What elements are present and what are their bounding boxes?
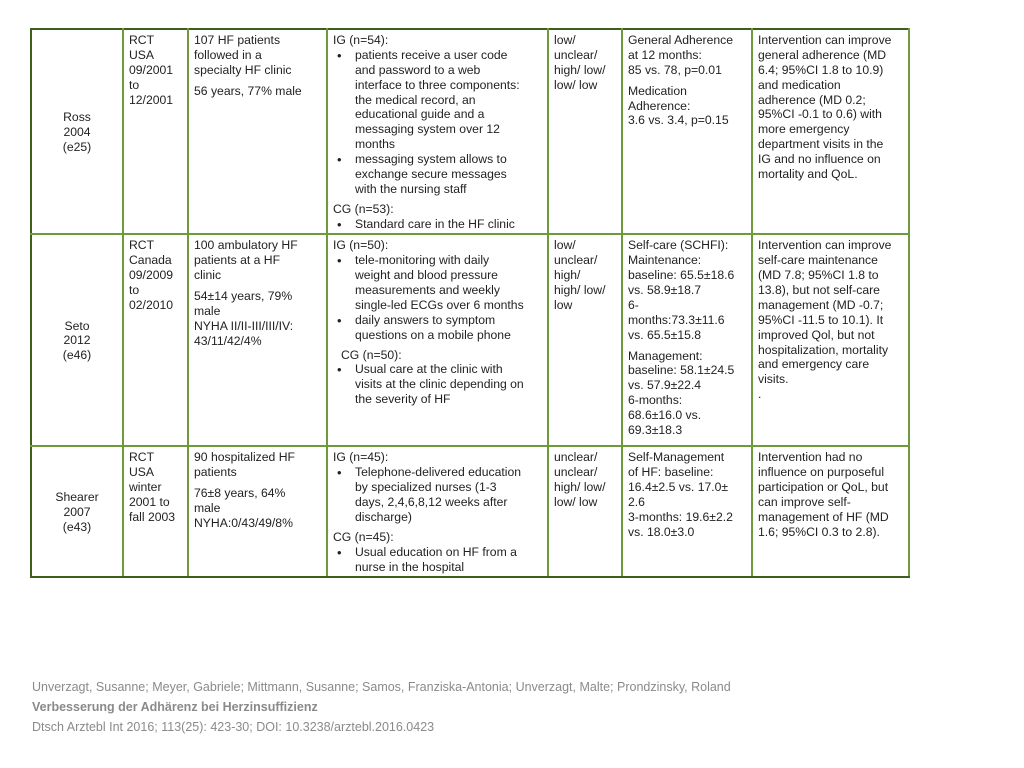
population-line: followed in a: [194, 47, 262, 62]
conclusion-line: 6.4; 95%CI 1.8 to 10.9): [758, 62, 884, 77]
population-line: 54±14 years, 79%: [194, 289, 293, 303]
outcome-line: vs. 65.5±15.8: [628, 327, 702, 342]
cg-item-line: • Usual education on HF from a: [355, 544, 517, 559]
ig-item-line: interface to three components:: [355, 77, 520, 92]
conclusion-cell: [752, 446, 909, 577]
ig-item: [355, 48, 542, 152]
risk-of-bias-cell: [548, 446, 622, 577]
study-line: Seto: [64, 318, 90, 333]
population-line: 76±8 years, 64%: [194, 486, 286, 501]
ig-item-line: • daily answers to symptom: [355, 312, 496, 327]
design-line: fall 2003: [129, 509, 176, 524]
conclusion-line: visits.: [758, 372, 789, 387]
conclusion-line: Intervention had no: [758, 450, 863, 465]
population-line: male: [194, 501, 221, 515]
ig-item: [355, 253, 542, 313]
population-line: 56 years, 77% male: [194, 83, 302, 98]
outcome-line: 69.3±18.3: [628, 422, 683, 437]
design-line: 09/2009: [129, 268, 174, 283]
study-line: (e46): [62, 348, 92, 363]
ig-item-line: exchange secure messages: [355, 166, 507, 181]
conclusion-line: 1.6; 95%CI 0.3 to 2.8).: [758, 524, 880, 539]
risk-line: low: [554, 297, 573, 312]
ig-item-line: with the nursing staff: [355, 181, 467, 196]
population-line: 43/11/42/4%: [194, 333, 262, 348]
outcome-line: vs. 18.0±3.0: [628, 524, 695, 539]
risk-of-bias-cell: [548, 234, 622, 446]
ig-item-list: [333, 48, 542, 197]
outcome-line: Medication: [628, 83, 687, 98]
population-line: 107 HF patients: [194, 33, 281, 47]
design-line: USA: [129, 465, 155, 480]
population-line: 100 ambulatory HF: [194, 238, 298, 253]
design-cell: [123, 234, 188, 446]
risk-line: low/: [554, 238, 576, 253]
design-line: RCT: [129, 33, 155, 47]
risk-line: unclear/: [554, 47, 598, 62]
study-row: [31, 446, 909, 577]
ig-item-line: by specialized nurses (1-3: [355, 480, 497, 495]
conclusion-line: and medication: [758, 77, 841, 92]
conclusion-line: influence on purposeful: [758, 465, 885, 480]
cg-item-line: visits at the clinic depending on: [355, 377, 524, 392]
intervention-cell: [327, 446, 548, 577]
outcome-line: baseline: 58.1±24.5: [628, 363, 735, 378]
outcome-line: 85 vs. 78, p=0.01: [628, 62, 722, 77]
population-line: clinic: [194, 268, 222, 283]
footer-citation: Dtsch Arztebl Int 2016; 113(25): 423-30; DOI: 10.3238/arztebl.2016.0423: [32, 720, 435, 734]
risk-line: unclear/: [554, 450, 598, 465]
ig-item-line: discharge): [355, 509, 412, 524]
study-line: (e43): [62, 519, 92, 534]
population-line: 90 hospitalized HF: [194, 450, 295, 465]
risk-line: high/ low/: [554, 480, 606, 495]
footer-title: Verbesserung der Adhärenz bei Herzinsuffizienz: [32, 700, 318, 714]
study-row: [31, 29, 909, 234]
intervention-cell: [327, 29, 548, 234]
study-cell: [31, 234, 123, 446]
conclusion-line: general adherence (MD: [758, 47, 887, 62]
conclusion-line: participation or QoL, but: [758, 480, 889, 495]
population-cell: [188, 29, 327, 234]
design-line: 2001 to: [129, 495, 170, 509]
conclusion-cell: [752, 234, 909, 446]
conclusion-line: Intervention can improve: [758, 238, 892, 253]
outcome-line: Self-care (SCHFI):: [628, 238, 729, 253]
study-line: 2012: [63, 333, 91, 348]
cg-item-list: [333, 217, 542, 232]
outcome-line: 3.6 vs. 3.4, p=0.15: [628, 113, 729, 128]
cg-item-list: [333, 362, 542, 407]
ig-item-line: • tele-monitoring with daily: [355, 253, 490, 268]
design-line: 02/2010: [129, 297, 174, 312]
design-line: Canada: [129, 253, 172, 268]
ig-item-line: • patients receive a user code: [355, 47, 508, 62]
ig-item-line: days, 2,4,6,8,12 weeks after: [355, 495, 508, 509]
design-line: RCT: [129, 450, 155, 465]
ig-item-line: educational guide and a: [355, 107, 485, 122]
risk-line: high/ low/: [554, 62, 606, 77]
cg-item-line: nurse in the hospital: [355, 559, 465, 574]
risk-line: unclear/: [554, 253, 598, 268]
intervention-cell: [327, 234, 548, 446]
study-line: (e25): [62, 139, 92, 154]
study-line: Shearer: [55, 490, 99, 505]
conclusion-line: adherence (MD 0.2;: [758, 92, 866, 107]
ig-item: [355, 313, 542, 343]
conclusion-line: .: [758, 387, 762, 402]
ig-item-line: and password to a web: [355, 62, 481, 77]
risk-line: low/ low: [554, 495, 598, 509]
outcome-line: 6-: [628, 297, 639, 312]
study-line: 2007: [63, 504, 91, 519]
footer-authors: Unverzagt, Susanne; Meyer, Gabriele; Mittmann, Susanne; Samos, Franziska-Antonia; Unverzagt, Malte; Prondzinsky, Roland: [32, 680, 731, 694]
ig-item: [355, 152, 542, 197]
outcome-line: vs. 57.9±22.4: [628, 378, 702, 393]
cg-item-line: the severity of HF: [355, 392, 451, 407]
conclusion-line: more emergency: [758, 122, 850, 137]
conclusion-line: 95%CI -11.5 to 10.1). It: [758, 312, 884, 327]
conclusion-line: hospitalization, mortality: [758, 342, 889, 357]
ig-item-list: [333, 465, 542, 525]
study-line: Ross: [63, 109, 91, 124]
ig-label: IG (n=50):: [333, 238, 389, 253]
conclusion-line: can improve self-: [758, 495, 851, 509]
cg-item-list: [333, 545, 542, 575]
design-line: to: [129, 77, 140, 92]
ig-item-line: • messaging system allows to: [355, 152, 507, 166]
conclusion-line: Intervention can improve: [758, 33, 892, 47]
outcomes-cell: [622, 446, 752, 577]
study-cell: [31, 446, 123, 577]
conclusion-line: improved Qol, but not: [758, 327, 875, 342]
design-line: USA: [129, 47, 155, 62]
outcome-line: Maintenance:: [628, 253, 702, 268]
study-line: 2004: [63, 124, 91, 139]
evidence-table: [30, 28, 910, 578]
design-line: RCT: [129, 238, 155, 253]
conclusion-line: 95%CI -0.1 to 0.6) with: [758, 107, 882, 122]
outcome-line: General Adherence: [628, 33, 734, 47]
study-row: [31, 234, 909, 446]
design-line: to: [129, 283, 140, 297]
cg-label: CG (n=53):: [333, 201, 394, 216]
ig-label: IG (n=45):: [333, 450, 389, 465]
design-line: 12/2001: [129, 92, 174, 107]
conclusion-line: mortality and QoL.: [758, 166, 858, 181]
cg-item-line: • Usual care at the clinic with: [355, 362, 503, 377]
citation-footer: [32, 677, 731, 737]
outcome-line: 2.6: [628, 495, 645, 509]
conclusion-line: management of HF (MD: [758, 509, 889, 524]
conclusion-line: 13.8), but not self-care: [758, 283, 880, 297]
ig-item-line: single-led ECGs over 6 months: [355, 297, 524, 312]
ig-item-line: messaging system over 12: [355, 122, 500, 137]
outcome-line: 68.6±16.0 vs.: [628, 408, 702, 422]
outcome-line: 3-months: 19.6±2.2: [628, 509, 733, 524]
outcome-line: baseline: 65.5±18.6: [628, 268, 735, 283]
population-cell: [188, 446, 327, 577]
outcome-line: 16.4±2.5 vs. 17.0±: [628, 480, 729, 495]
outcome-line: vs. 58.9±18.7: [628, 283, 702, 297]
population-line: patients: [194, 465, 237, 480]
conclusion-line: management (MD -0.7;: [758, 297, 884, 312]
study-cell: [31, 29, 123, 234]
ig-item-line: measurements and weekly: [355, 283, 500, 297]
conclusion-line: and emergency care: [758, 357, 870, 372]
cg-label: CG (n=45):: [333, 529, 394, 544]
ig-item-line: • Telephone-delivered education: [355, 465, 522, 480]
ig-item-line: questions on a mobile phone: [355, 327, 511, 342]
risk-of-bias-cell: [548, 29, 622, 234]
ig-item: [355, 465, 542, 525]
outcome-line: months:73.3±11.6: [628, 312, 725, 327]
ig-item-line: the medical record, an: [355, 92, 476, 107]
population-line: specialty HF clinic: [194, 62, 292, 77]
cg-item: [355, 545, 542, 575]
design-line: 09/2001: [129, 62, 174, 77]
outcome-line: Adherence:: [628, 98, 691, 113]
conclusion-line: self-care maintenance: [758, 253, 878, 268]
population-cell: [188, 234, 327, 446]
outcome-line: Self-Management: [628, 450, 725, 465]
population-line: patients at a HF: [194, 253, 281, 268]
ig-item-line: months: [355, 137, 395, 152]
cg-label: CG (n=50):: [341, 347, 402, 362]
outcome-line: at 12 months:: [628, 47, 702, 62]
conclusion-line: IG and no influence on: [758, 152, 881, 166]
ig-label: IG (n=54):: [333, 33, 389, 47]
outcome-line: Management:: [628, 348, 703, 363]
design-cell: [123, 446, 188, 577]
conclusion-cell: [752, 29, 909, 234]
risk-line: high/: [554, 268, 581, 283]
ig-item-list: [333, 253, 542, 342]
outcomes-cell: [622, 29, 752, 234]
design-line: winter: [129, 480, 162, 495]
outcomes-cell: [622, 234, 752, 446]
risk-line: unclear/: [554, 465, 598, 480]
cg-item: [355, 217, 542, 232]
risk-line: high/ low/: [554, 283, 606, 297]
risk-line: low/ low: [554, 77, 598, 92]
ig-item-line: weight and blood pressure: [355, 268, 498, 283]
cg-item: [355, 362, 542, 407]
conclusion-line: (MD 7.8; 95%CI 1.8 to: [758, 268, 879, 283]
risk-line: low/: [554, 33, 576, 47]
outcome-line: of HF: baseline:: [628, 465, 714, 480]
population-line: NYHA II/II-III/III/IV:: [194, 318, 294, 333]
population-line: NYHA:0/43/49/8%: [194, 515, 293, 530]
outcome-line: 6-months:: [628, 393, 683, 408]
cg-item-line: • Standard care in the HF clinic: [355, 216, 515, 231]
conclusion-line: department visits in the: [758, 137, 884, 152]
population-line: male: [194, 303, 221, 318]
design-cell: [123, 29, 188, 234]
